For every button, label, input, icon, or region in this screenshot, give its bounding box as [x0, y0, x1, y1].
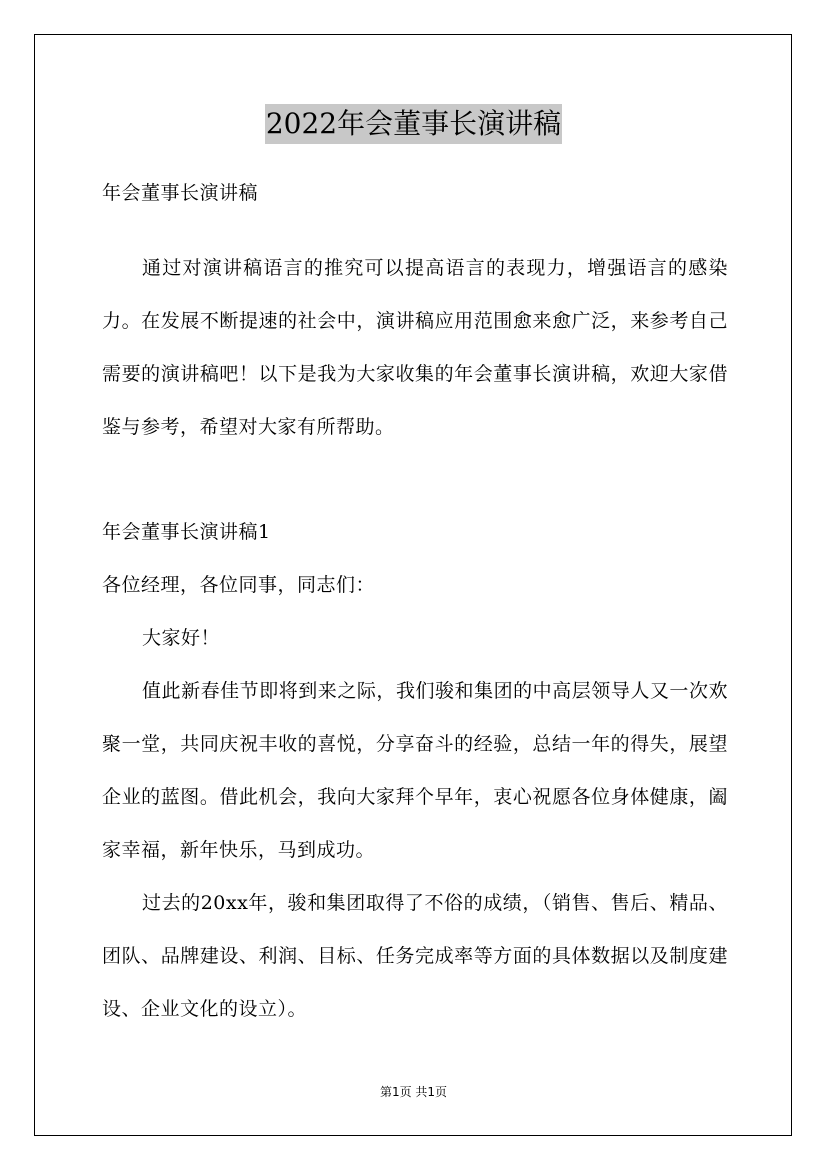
page-footer: 第1页 共1页 [379, 1085, 448, 1099]
title-container [0, 104, 827, 144]
document-body [102, 175, 728, 1036]
greeting: 大家好！ [142, 627, 221, 649]
document-subtitle: 年会董事长演讲稿 [102, 182, 259, 204]
body-paragraph-2: 过去的20xx年，骏和集团取得了不俗的成绩，（销售、售后、精品、团队、品牌建设、利润、目标、任务完成率等方面的具体数据以及制度建设、企业文化的设立）。 [102, 892, 728, 1020]
document-title: 2022年会董事长演讲稿 [265, 104, 562, 144]
body-paragraph-1: 值此新春佳节即将到来之际，我们骏和集团的中高层领导人又一次欢聚一堂，共同庆祝丰收的喜悦，分享奋斗的经验，总结一年的得失，展望企业的蓝图。借此机会，我向大家拜个早年，衷心祝愿各位身体健康，阖家幸福，新年快乐，马到成功。 [102, 680, 728, 861]
intro-paragraph: 通过对演讲稿语言的推究可以提高语言的表现力，增强语言的感染力。在发展不断提速的社会中，演讲稿应用范围愈来愈广泛，来参考自己需要的演讲稿吧！以下是我为大家收集的年会董事长演讲稿，欢迎大家借鉴与参考，希望对大家有所帮助。 [102, 257, 728, 438]
spacer [102, 212, 728, 242]
salutation: 各位经理，各位同事，同志们： [102, 574, 376, 596]
spacer [102, 454, 728, 506]
section-heading: 年会董事长演讲稿1 [102, 521, 271, 543]
